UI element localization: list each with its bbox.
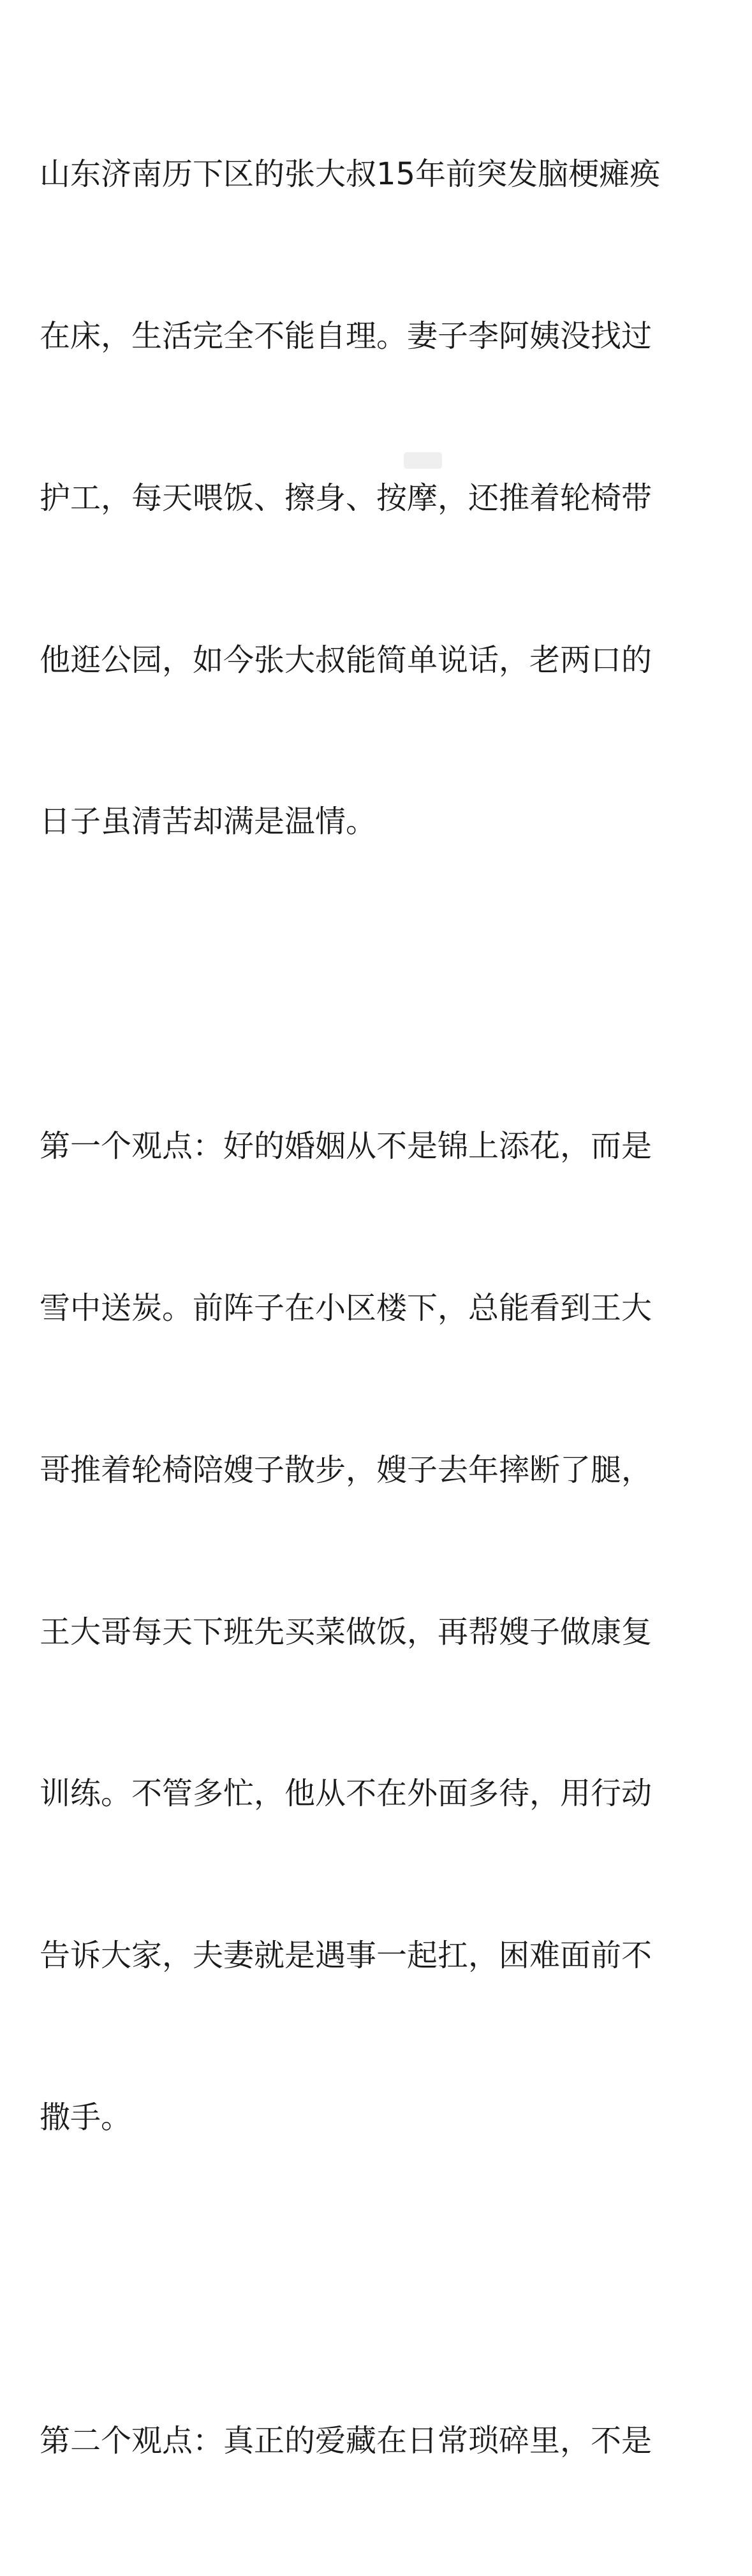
paragraph-line: 第一个观点：好的婚姻从不是锦上添花，而是: [40, 1128, 652, 1165]
paragraph-2: [40, 1012, 714, 2253]
paragraph-line: 护工，每天喂饭、擦身、按摩，还推着轮椅带: [40, 480, 652, 516]
paragraph-line: 王大哥每天下班先买菜做饭，再帮嫂子做康复: [40, 1614, 652, 1650]
paragraph-3: [40, 2306, 714, 2576]
paragraph-line: 第二个观点：真正的爱藏在日常琐碎里，不是: [40, 2422, 652, 2459]
article-body: [40, 40, 714, 2576]
paragraph-line: 山东济南历下区的张大叔15年前突发脑梗瘫痪: [40, 156, 661, 193]
paragraph-line: 他逛公园，如今张大叔能简单说话，老两口的: [40, 642, 652, 678]
paragraph-line: 训练。不管多忙，他从不在外面多待，用行动: [40, 1776, 652, 1812]
paragraph-spacer: [40, 2253, 714, 2306]
paragraph-line: 在床，生活完全不能自理。妻子李阿姨没找过: [40, 318, 652, 354]
paragraph-1: [40, 40, 714, 957]
watermark-overlay: [404, 452, 442, 469]
paragraph-line: 撒手。: [40, 2099, 132, 2135]
paragraph-line: 日子虽清苦却满是温情。: [40, 804, 377, 840]
paragraph-line: 雪中送炭。前阵子在小区楼下，总能看到王大: [40, 1290, 652, 1327]
paragraph-line: 哥推着轮椅陪嫂子散步，嫂子去年摔断了腿，: [40, 1452, 652, 1488]
paragraph-line: 告诉大家，夫妻就是遇事一起扛，困难面前不: [40, 1938, 652, 1974]
paragraph-spacer: [40, 957, 714, 1012]
